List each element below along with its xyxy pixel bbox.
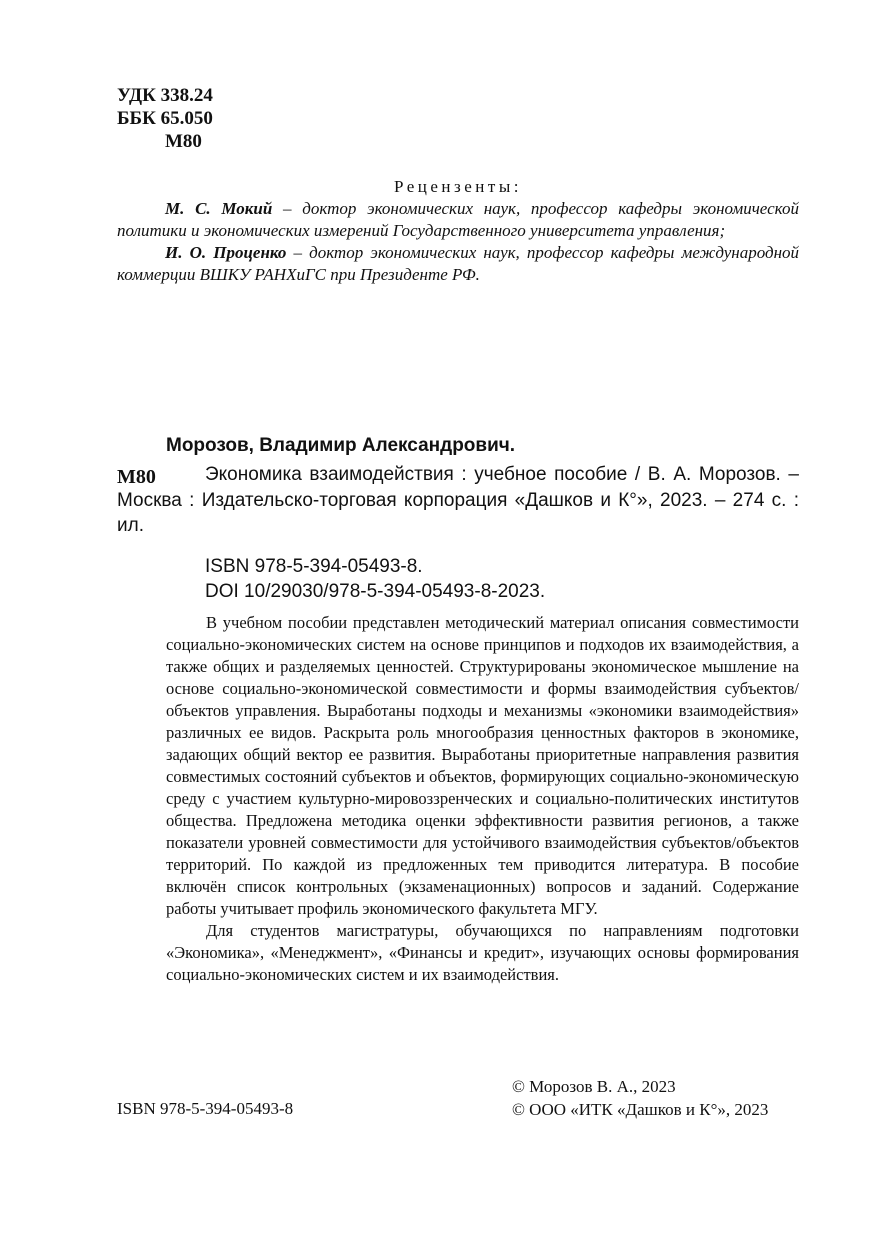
annotation-paragraph: В учебном пособии представлен методический материал описания совместимости социально-экономических систем на основе принципов и подходов их взаимодействия, а также общих и разделяемых ценностей. Структурированы экономическое мышление на основе социально-экономической совместимости и формы взаимодействия субъектов/объектов управления. Выработаны подходы и механизмы «экономики взаимодействия» различных ее видов. Раскрыта роль многообразия ценностных факторов в экономике, задающих общий вектор ее развития. Выработаны приоритетные направления развития совместимых состояний субъектов и объектов, формирующих социально-экономическую среду с участием культурно-мировоззренческих и социально-политических институтов общества. Предложена методика оценки эффективности развития регионов, а также показатели уровней совместимости для устойчивого взаимодействия субъектов/объектов территорий. По каждой из предложенных тем приводится литература. В пособие включён список контрольных (экзаменационных) вопросов и заданий. Содержание работы учитывает профиль экономического факультета МГУ.: [166, 613, 799, 918]
reviewer-entry: [117, 198, 799, 242]
identifiers: [205, 554, 545, 604]
annotation: [166, 612, 799, 986]
doi-line: DOI 10/29030/978-5-394-05493-8-2023.: [205, 581, 546, 602]
reviewer-credentials: – доктор экономических наук, профессор кафедры международной коммерции ВШКУ РАНХиГС при Президенте РФ.: [117, 243, 799, 284]
classification-codes: [117, 84, 213, 153]
author-heading: Морозов, Владимир Александрович.: [166, 435, 516, 456]
footer-isbn: ISBN 978-5-394-05493-8: [117, 1099, 294, 1118]
udk-code: УДК 338.24: [117, 85, 213, 106]
reviewer-credentials: – доктор экономических наук, профессор кафедры экономической политики и экономических измерений Государственного университета управления;: [117, 199, 799, 240]
audience-paragraph: Для студентов магистратуры, обучающихся по направлениям подготовки «Экономика», «Менеджмент», «Финансы и кредит», изучающих основы формирования социально-экономических систем и их взаимодействия.: [166, 921, 799, 984]
cutter-code: М80: [165, 131, 202, 152]
reviewers-heading: Рецензенты:: [394, 177, 522, 196]
copyright-publisher: © ООО «ИТК «Дашков и К°», 2023: [512, 1100, 769, 1119]
reviewer-name: И. О. Проценко: [165, 243, 287, 262]
isbn-line: ISBN 978-5-394-05493-8.: [205, 556, 423, 577]
reviewer-entry: [117, 242, 799, 286]
copyright-block: [512, 1075, 768, 1121]
record-cutter-code: М80: [117, 466, 156, 488]
copyright-author: © Морозов В. А., 2023: [512, 1077, 676, 1096]
reviewer-name: М. С. Мокий: [165, 199, 273, 218]
reviewers-block: [117, 176, 799, 286]
bbk-code: ББК 65.050: [117, 108, 213, 129]
bibliographic-description: Экономика взаимодействия : учебное пособие / В. А. Морозов. – Москва : Издательско-торговая корпорация «Дашков и К°», 2023. – 274 с. : ил.: [117, 464, 799, 536]
